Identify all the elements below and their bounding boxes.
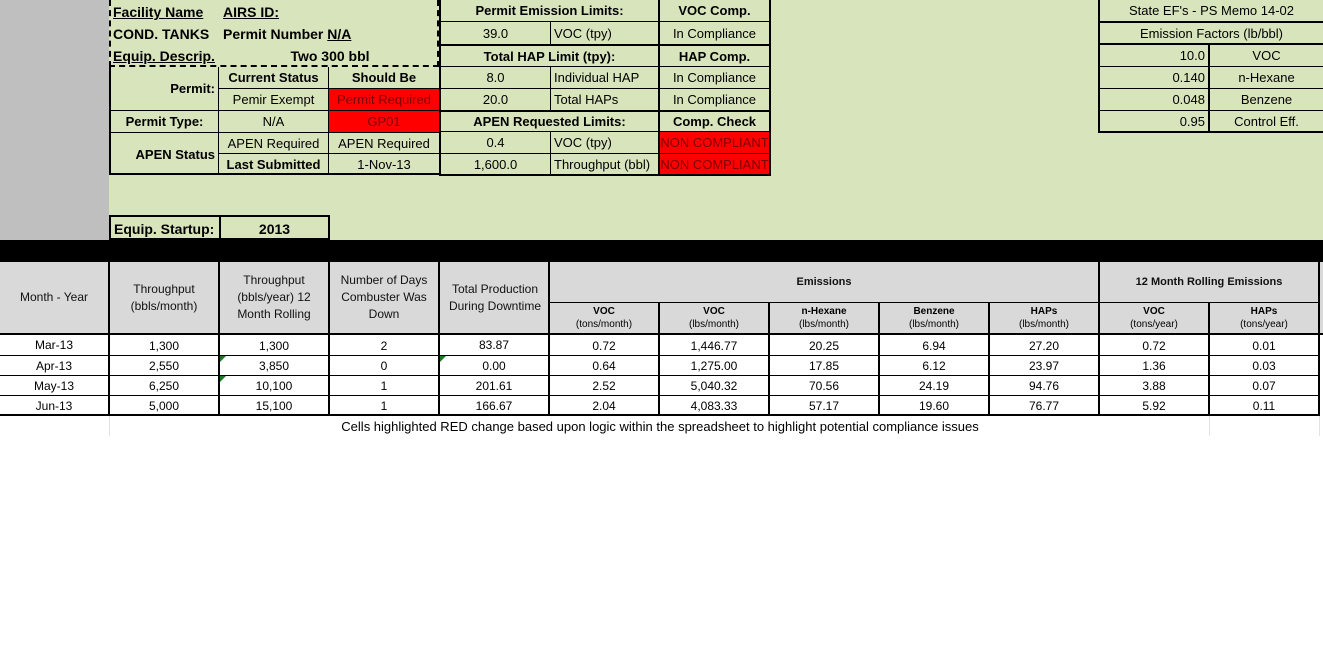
permit-type-current: N/A	[262, 114, 285, 129]
table-row-cell: 5,000	[148, 399, 180, 413]
footnote: Cells highlighted RED change based upon logic within the spreadsheet to highlight potential compliance issues	[341, 418, 979, 434]
sub-header-unit: (tons/year)	[1240, 319, 1288, 330]
throughput-year-header: Throughput (bbls/year) 12 Month Rolling	[237, 273, 311, 321]
sub-header-haps	[990, 303, 1098, 333]
month-year-header: Month - Year	[19, 290, 89, 304]
cell-error-indicator	[440, 356, 446, 362]
table-row-cell: 2	[380, 339, 388, 353]
table-row-cell: 5.92	[1142, 399, 1166, 413]
voc-comp-value: In Compliance	[672, 25, 757, 41]
apen-throughput-label: Throughput (bbl)	[554, 156, 651, 172]
apen-voc-label: VOC (tpy)	[554, 135, 612, 150]
grid-line	[1318, 262, 1320, 415]
table-row-cell: 70.56	[808, 379, 840, 393]
table-row-cell: 1,300	[148, 339, 180, 353]
voc-limit-label: VOC (tpy)	[554, 25, 612, 41]
table-row-cell: 6.12	[922, 359, 946, 373]
apen-should: APEN Required	[338, 135, 430, 151]
table-row-cell: 19.60	[918, 399, 950, 413]
factor-value: 0.140	[1172, 70, 1205, 85]
sub-header-unit: (lbs/month)	[688, 319, 739, 330]
factor-value: 0.95	[1179, 113, 1205, 129]
table-row-cell: Apr-13	[35, 359, 73, 373]
last-submitted-value: 1-Nov-13	[357, 157, 411, 172]
table-row-cell: 2,550	[148, 359, 180, 373]
table-row-cell: 10,100	[255, 379, 293, 393]
table-row-cell: 1,275.00	[690, 359, 738, 373]
table-row-cell: 15,100	[255, 399, 293, 413]
table-row-cell: Jun-13	[35, 399, 73, 413]
should-be-label: Should Be	[351, 70, 417, 85]
factor-label: Benzene	[1240, 92, 1293, 107]
table-row-cell: 0.72	[592, 339, 616, 353]
table-row-cell: 0.01	[1252, 339, 1276, 353]
table-row-cell: 76.77	[1028, 399, 1060, 413]
table-row-cell: May-13	[33, 379, 74, 393]
table-row-cell: 17.85	[808, 359, 840, 373]
factor-label: n-Hexane	[1238, 70, 1295, 85]
table-row-cell: 1	[380, 379, 388, 393]
sub-header-unit: (tons/month)	[575, 319, 633, 330]
factor-label: VOC	[1252, 48, 1281, 63]
table-row-cell: 3,850	[258, 359, 290, 373]
sub-header-nhexane	[770, 303, 878, 333]
table-row-cell: 83.87	[478, 338, 510, 352]
sheet-gridline	[1319, 416, 1320, 436]
permit-number-value: N/A	[327, 26, 352, 42]
table-row-cell: 1,446.77	[690, 339, 738, 353]
sub-header-name: HAPs	[1030, 306, 1058, 317]
equip-startup-label: Equip. Startup:	[114, 220, 215, 237]
current-status-label: Current Status	[228, 70, 319, 85]
apen-throughput-value: 1,600.0	[473, 156, 518, 172]
voc-comp-label: VOC Comp.	[678, 3, 751, 18]
permit-number-label: Permit Number	[223, 26, 324, 42]
table-row-cell: 94.76	[1028, 379, 1060, 393]
factor-value: 10.0	[1179, 48, 1205, 63]
facility-name-value: COND. TANKS	[113, 26, 210, 42]
sub-header-name: HAPs	[1250, 306, 1278, 317]
sub-header-name: VOC	[703, 306, 725, 317]
table-row-cell: 3.88	[1142, 379, 1166, 393]
table-row-cell: 2.52	[592, 379, 616, 393]
individual-hap-label: Individual HAP	[554, 70, 640, 85]
sub-header-unit: (lbs/month)	[908, 319, 959, 330]
total-production-header: Total Production During Downtime	[448, 281, 542, 313]
factor-label: Control Eff.	[1234, 113, 1299, 129]
factors-title: State EF's - PS Memo 14-02	[1128, 3, 1295, 18]
table-row-cell: 0.03	[1252, 359, 1276, 373]
table-row-cell: 4,083.33	[690, 399, 738, 413]
rolling-emissions-header: 12 Month Rolling Emissions	[1135, 275, 1283, 288]
equip-descrip-value: Two 300 bbl	[290, 48, 370, 64]
total-hap-limit-label: Total HAP Limit (tpy):	[483, 48, 616, 64]
table-row-cell: 201.61	[475, 379, 513, 393]
apen-status-label: APEN Status	[135, 146, 215, 162]
sub-header-unit: (lbs/month)	[1018, 319, 1069, 330]
sub-header-unit: (lbs/month)	[798, 319, 849, 330]
table-row-cell: 166.67	[475, 399, 513, 413]
sub-header-haps-tons-year	[1210, 303, 1318, 333]
table-row-cell: 23.97	[1028, 359, 1060, 373]
factors-subtitle: Emission Factors (lb/bbl)	[1139, 25, 1284, 41]
black-separator-band	[0, 240, 1323, 262]
table-row-cell: 20.25	[808, 339, 840, 353]
voc-limit-value: 39.0	[482, 25, 509, 41]
sub-header-voc-tons-year	[1100, 303, 1208, 333]
total-haps-comp: In Compliance	[672, 92, 757, 107]
facility-name-label: Facility Name	[113, 4, 204, 20]
table-row-cell: 24.19	[918, 379, 950, 393]
apen-voc-check-alert: NON COMPLIANT	[660, 132, 769, 153]
permit-label: Permit:	[170, 81, 215, 96]
airs-id-text: AIRS ID:	[223, 4, 279, 20]
sub-header-name: n-Hexane	[801, 306, 847, 317]
sub-header-benzene	[880, 303, 988, 333]
permit-emission-limits-label: Permit Emission Limits:	[475, 3, 624, 18]
total-haps-label: Total HAPs	[554, 92, 619, 107]
permit-type-should-alert: GP01	[329, 111, 439, 132]
airs-id-label	[220, 1, 330, 23]
table-row-cell: 27.20	[1028, 339, 1060, 353]
sub-header-name: VOC	[593, 306, 615, 317]
individual-hap-comp: In Compliance	[672, 70, 757, 85]
left-gray-strip	[0, 0, 109, 240]
days-down-header: Number of Days Combuster Was Down	[340, 273, 428, 321]
equip-descrip-label: Equip. Descrip.	[113, 48, 215, 64]
cell-error-indicator	[220, 356, 226, 362]
apen-requested-label: APEN Requested Limits:	[473, 114, 626, 129]
sub-header-name: Benzene	[913, 306, 955, 317]
table-row-cell: 2.04	[592, 399, 616, 413]
table-row-cell: 1,300	[258, 339, 290, 353]
table-row-cell: 57.17	[808, 399, 840, 413]
individual-hap-value: 8.0	[486, 70, 505, 85]
last-submitted-label: Last Submitted	[226, 157, 321, 172]
table-row-cell: 0.11	[1252, 399, 1276, 413]
table-row-cell: Mar-13	[34, 338, 73, 352]
sub-header-unit: (tons/year)	[1130, 319, 1178, 330]
throughput-month-header: Throughput (bbls/month)	[130, 281, 198, 313]
permit-number	[220, 23, 420, 45]
apen-current: APEN Required	[227, 135, 320, 151]
table-row-cell: 6.94	[922, 339, 946, 353]
comp-check-label: Comp. Check	[672, 114, 757, 129]
table-row-cell: 0	[380, 359, 388, 373]
apen-throughput-check-alert: NON COMPLIANT	[660, 154, 769, 174]
sub-header-voc-tons-month	[550, 303, 658, 333]
hap-comp-label: HAP Comp.	[678, 48, 751, 64]
permit-type-label: Permit Type:	[125, 114, 204, 129]
sub-header-name: VOC	[1143, 306, 1165, 317]
emissions-header: Emissions	[796, 275, 852, 288]
total-haps-value: 20.0	[482, 92, 509, 107]
table-row-cell: 0.00	[482, 359, 506, 373]
factor-value: 0.048	[1172, 92, 1205, 107]
apen-voc-value: 0.4	[486, 135, 505, 150]
table-row-cell: 6,250	[148, 379, 180, 393]
table-row-cell: 0.07	[1252, 379, 1276, 393]
equip-startup-value: 2013	[258, 220, 291, 237]
table-row-cell: 0.72	[1142, 339, 1166, 353]
table-row-cell: 1.36	[1142, 359, 1166, 373]
table-row-cell: 1	[380, 399, 388, 413]
should-be-value-alert: Permit Required	[329, 89, 439, 110]
cell-error-indicator	[220, 376, 226, 382]
sub-header-voc-lbs-month	[660, 303, 768, 333]
table-row-cell: 0.64	[592, 359, 616, 373]
table-row-cell: 5,040.32	[690, 379, 738, 393]
current-status-value: Pemir Exempt	[232, 92, 315, 107]
